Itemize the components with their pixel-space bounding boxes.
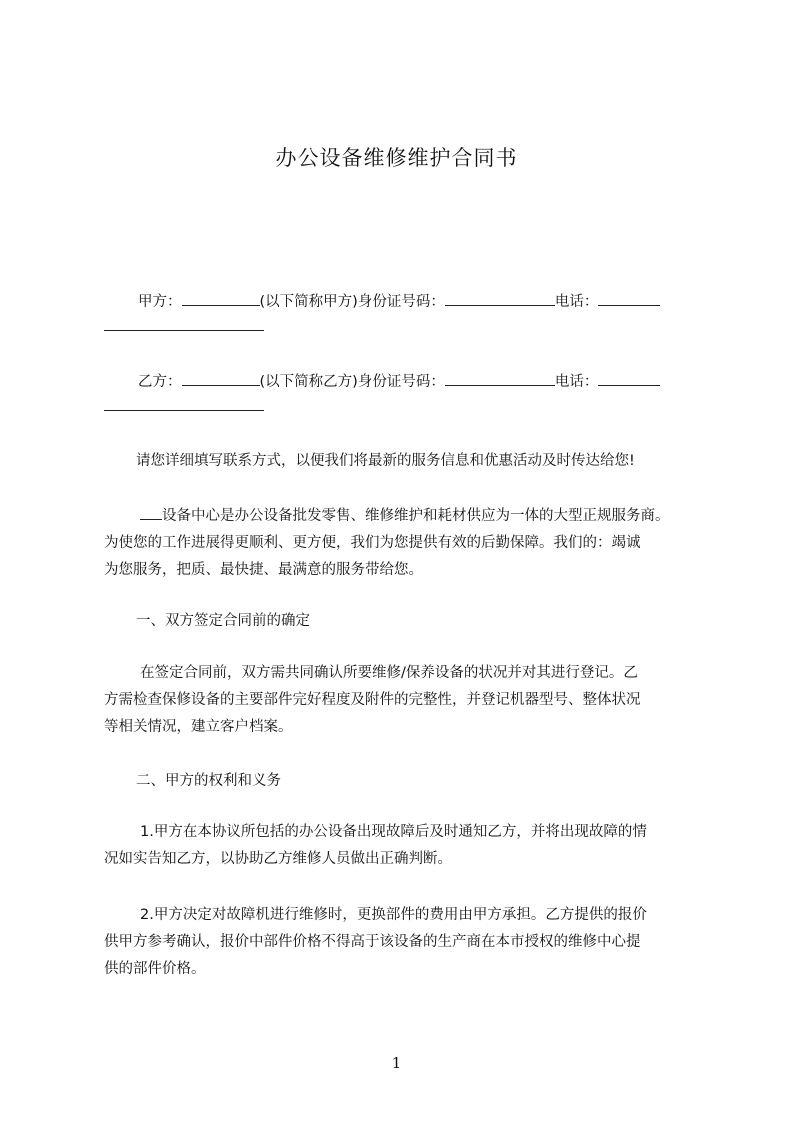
section-1-heading: 一、双方签定合同前的确定	[136, 613, 310, 629]
party-a-id-blank[interactable]	[445, 291, 555, 306]
section-2-item-1-line-1: 1.甲方在本协议所包括的办公设备出现故障后及时通知乙方，并将出现故障的情	[140, 824, 647, 840]
section-2-item-2	[104, 902, 704, 983]
section-1-paragraph	[104, 660, 704, 741]
section-2-item-1	[104, 819, 704, 873]
section-2-item-1-line-2: 况如实告知乙方，以协助乙方维修人员做出正确判断。	[104, 851, 452, 867]
section-2-heading: 二、甲方的权利和义务	[136, 773, 281, 789]
party-b-alias: (以下简称乙方)身份证号码：	[259, 374, 445, 390]
party-a-phone-label: 电话：	[554, 294, 599, 310]
party-b-label: 乙方：	[138, 374, 182, 390]
intro-paragraph	[104, 503, 704, 584]
notice-text: 请您详细填写联系方式，以便我们将最新的服务信息和优惠活动及时传达给您!	[136, 453, 635, 469]
party-b-id-blank[interactable]	[445, 371, 555, 386]
party-b-line-2	[104, 396, 704, 417]
intro-line-2: 为使您的工作进展得更顺利、更方便，我们为您提供有效的后勤保障。我们的：竭诚	[104, 535, 641, 551]
section-2-item-2-line-2: 供甲方参考确认，报价中部件价格不得高于该设备的生产商在本市授权的维修中心提	[104, 934, 641, 950]
section-1-line-2: 方需检查保修设备的主要部件完好程度及附件的完整性，并登记机器型号、整体状况	[104, 692, 641, 708]
party-a-phone-blank[interactable]	[598, 291, 660, 306]
section-1-line-3: 等相关情况，建立客户档案。	[104, 719, 293, 735]
section-1-line-1: 在签定合同前，双方需共同确认所要维修/保养设备的状况并对其进行登记。乙	[140, 665, 638, 681]
party-a-line	[104, 291, 704, 312]
party-a-line-2	[104, 316, 704, 337]
party-b-name-blank[interactable]	[182, 371, 260, 386]
party-b-phone-label: 电话：	[554, 374, 599, 390]
center-name-blank[interactable]	[140, 505, 162, 520]
party-b-line	[104, 371, 704, 392]
party-a-alias: (以下简称甲方)身份证号码：	[259, 294, 445, 310]
party-a-phone-blank-cont[interactable]	[104, 316, 264, 331]
section-2-item-2-line-1: 2.甲方决定对故障机进行维修时，更换部件的费用由甲方承担。乙方提供的报价	[140, 907, 647, 923]
party-a-name-blank[interactable]	[182, 291, 260, 306]
party-b-phone-blank[interactable]	[598, 371, 660, 386]
party-a-label: 甲方：	[138, 294, 182, 310]
party-b-phone-blank-cont[interactable]	[104, 396, 264, 411]
section-2-item-2-line-3: 供的部件价格。	[104, 961, 206, 977]
document-title: 办公设备维修维护合同书	[275, 146, 518, 170]
intro-line-1: 设备中心是办公设备批发零售、维修维护和耗材供应为一体的大型正规服务商。	[162, 508, 670, 524]
intro-line-3: 为您服务，把质、最快捷、最满意的服务带给您。	[104, 562, 423, 578]
page-number: 1	[391, 1054, 402, 1072]
